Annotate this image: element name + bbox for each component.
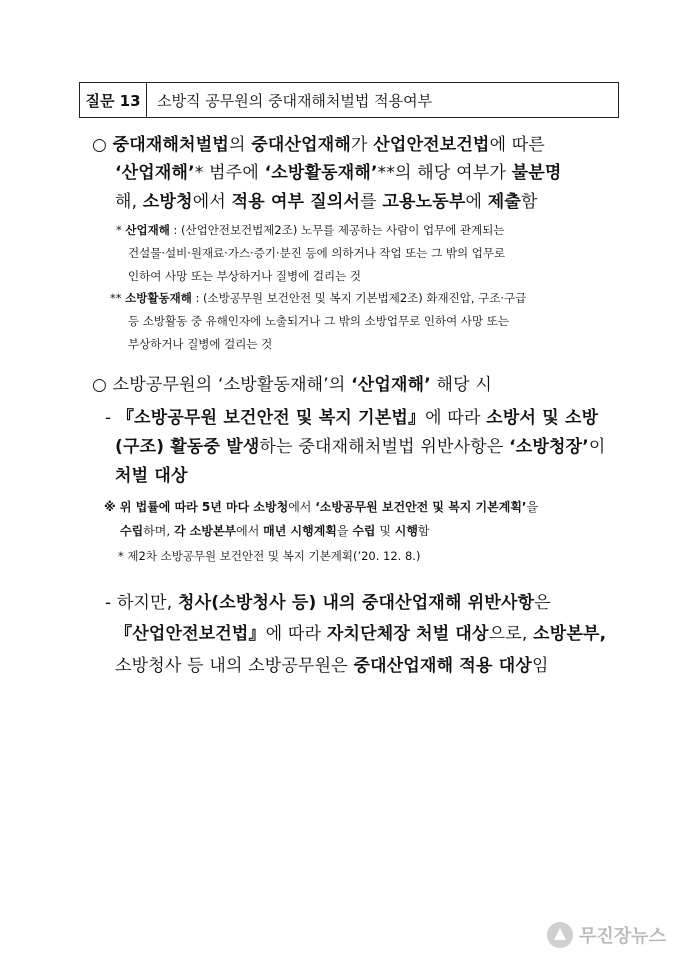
note1-line3: 인하여 사망 또는 부상하거나 질병에 걸리는 것 xyxy=(128,269,362,283)
note1-line1: * 산업재해 : (산업안전보건법제2조) 노무를 제공하는 사람이 업무에 관계되는 xyxy=(116,223,505,237)
item1-line3: 처벌 대상 xyxy=(115,466,188,486)
mountain-logo-icon xyxy=(547,922,573,948)
section1-line2: ‘산업재해’* 범주에 ‘소방활동재해’**의 해당 여부가 불분명 xyxy=(115,163,562,183)
ref-note: * 제2차 소방공무원 보건안전 및 복지 기본계획(’20. 12. 8.) xyxy=(118,549,421,563)
watermark-text: 무진장뉴스 xyxy=(579,926,666,947)
item2-line3: 소방청사 등 내의 소방공무원은 중대산업재해 적용 대상임 xyxy=(115,656,549,676)
item2-line2: 『산업안전보건법』에 따라 자치단체장 처벌 대상으로, 소방본부, xyxy=(115,624,607,644)
question-title: 소방직 공무원의 중대재해처벌법 적용여부 xyxy=(157,91,433,110)
question-box xyxy=(79,82,619,118)
item1-line2: (구조) 활동중 발생하는 중대재해처벌법 위반사항은 ‘소방청장’이 xyxy=(115,437,606,457)
note1-line2: 건설물·설비·원재료·가스·증기·분진 등에 의하거나 작업 또는 그 밖의 업무로 xyxy=(128,246,506,260)
question-label: 질문 13 xyxy=(80,83,147,117)
watermark xyxy=(547,922,666,948)
note2-line2: 등 소방활동 중 유해인자에 노출되거나 그 밖의 소방업무로 인하여 사망 또는 xyxy=(128,314,509,328)
note2-line3: 부상하거나 질병에 걸리는 것 xyxy=(128,337,273,351)
section1-line3: 해, 소방청에서 적용 여부 질의서를 고용노동부에 제출함 xyxy=(115,192,538,212)
section1-line1: ○ 중대재해처벌법의 중대산업재해가 산업안전보건법에 따른 xyxy=(92,135,546,155)
note2-line1: ** 소방활동재해 : (소방공무원 보건안전 및 복지 기본법제2조) 화재진압, 구조·구급 xyxy=(110,291,527,305)
section2-heading: ○ 소방공무원의 ‘소방활동재해’의 ‘산업재해’ 해당 시 xyxy=(92,375,493,395)
item1-line1: - 『소방공무원 보건안전 및 복지 기본법』에 따라 소방서 및 소방 xyxy=(105,408,599,428)
item2-line1: - 하지만, 청사(소방청사 등) 내의 중대산업재해 위반사항은 xyxy=(105,593,551,613)
ref-line2: 수립하며, 각 소방본부에서 매년 시행계획을 수립 및 시행함 xyxy=(120,524,430,538)
ref-line1: ※ 위 법률에 따라 5년 마다 소방청에서 ‘소방공무원 보건안전 및 복지 기본계획’을 xyxy=(104,500,539,514)
